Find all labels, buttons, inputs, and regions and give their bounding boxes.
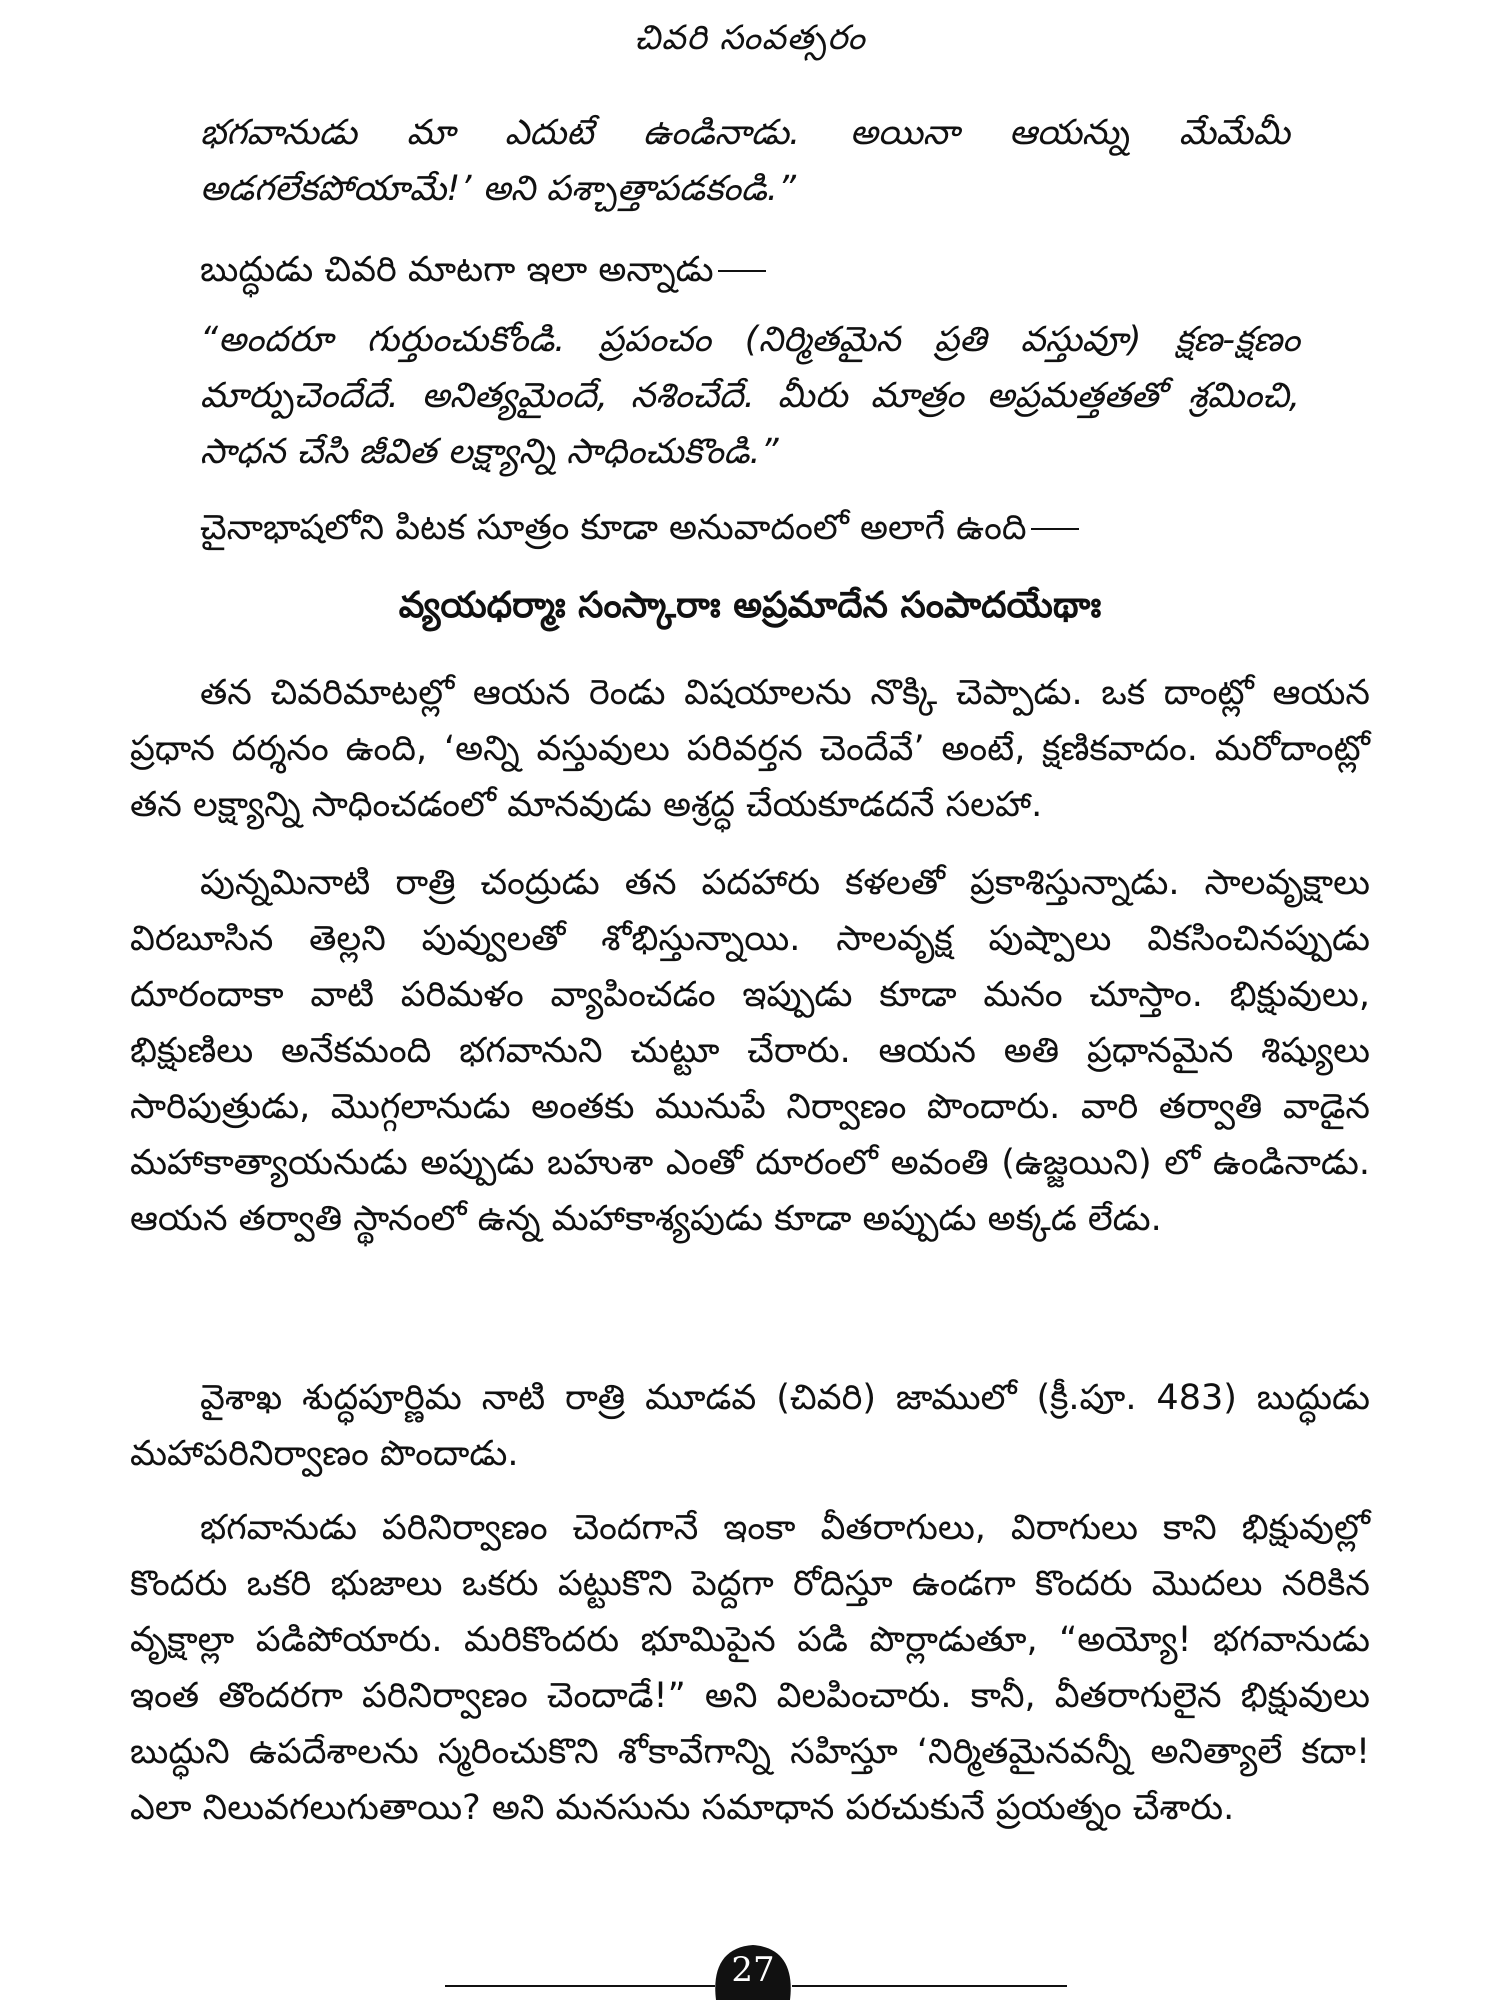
intro-text: బుద్ధుడు చివరి మాటగా ఇలా అన్నాడు: [200, 250, 714, 290]
paragraph-vaisakha: వైశాఖ శుద్ధపూర్ణిమ నాటి రాత్రి మూడవ (చివరి) జాములో (క్రీ.పూ. 483) బుద్ధుడు మహాపరినిర్వాణం పొందాడు.: [130, 1378, 1370, 1474]
paragraph-quote-end: భగవానుడు మా ఎదుటే ఉండినాడు. అయినా ఆయన్ను మేమేమీ అడగలేకపోయామే!’ అని పశ్చాత్తాపడకండి.”: [200, 113, 1290, 209]
em-dash-line: [1031, 528, 1079, 530]
paragraph-chinese-pitaka: [200, 500, 1300, 556]
page-number: 27: [731, 1950, 775, 1990]
paragraph-last-words-quote: “అందరూ గుర్తుంచుకోండి. ప్రపంచం (నిర్మితమైన ప్రతి వస్తువూ) క్షణ-క్షణం మార్పుచెందేదే. అనిత్యమైందే, నశించేదే. మీరు మాత్రం అప్రమత్తతతో శ్రమించి, సాధన చేసి జీవిత లక్ష్యాన్ని సాధించుకొండి.”: [200, 320, 1300, 472]
footer-rule-left: [445, 1985, 715, 1987]
chinese-pitaka-text: చైనాభాషలోని పిటక సూత్రం కూడా అనువాదంలో అలాగే ఉంది: [200, 508, 1027, 548]
em-dash-line: [718, 270, 766, 272]
footer-rule-right: [792, 1985, 1067, 1987]
sanskrit-sloka: వ్యయధర్మాః సంస్కారాః అప్రమాదేన సంపాదయేథాః: [398, 585, 1102, 626]
paragraph-parinirvana-grief: భగవానుడు పరినిర్వాణం చెందగానే ఇంకా వీతరాగులు, విరాగులు కాని భిక్షువుల్లో కొందరు ఒకరి భుజాలు ఒకరు పట్టుకొని పెద్దగా రోదిస్తూ ఉండగా కొందరు మొదలు నరికిన వృక్షాల్లా పడిపోయారు. మరికొందరు భూమిపైన పడి పొర్లాడుతూ, “అయ్యో! భగవానుడు ఇంత తొందరగా పరినిర్వాణం చెందాడే!” అని విలపించారు. కానీ, వీతరాగులైన భిక్షువులు బుద్ధుని ఉపదేశాలను స్మరించుకొని శోకావేగాన్ని సహిస్తూ ‘నిర్మితమైనవన్నీ అనిత్యాలే కదా! ఎలా నిలువగలుగుతాయి? అని మనసును సమాధాన పరచుకునే ప్రయత్నం చేశారు.: [130, 1508, 1370, 1828]
paragraph-full-moon-night: పున్నమినాటి రాత్రి చంద్రుడు తన పదహారు కళలతో ప్రకాశిస్తున్నాడు. సాలవృక్షాలు విరబూసిన తెల్లని పువ్వులతో శోభిస్తున్నాయి. సాలవృక్ష పుష్పాలు వికసించినప్పుడు దూరందాకా వాటి పరిమళం వ్యాపించడం ఇప్పుడు కూడా మనం చూస్తాం. భిక్షువులు, భిక్షుణిలు అనేకమంది భగవానుని చుట్టూ చేరారు. ఆయన అతి ప్రధానమైన శిష్యులు సారిపుత్రుడు, మొగ్గలానుడు అంతకు మునుపే నిర్వాణం పొందారు. వారి తర్వాతి వాడైన మహాకాత్యాయనుడు అప్పుడు బహుశా ఎంతో దూరంలో అవంతి (ఉజ్జయిని) లో ఉండినాడు. ఆయన తర్వాతి స్థానంలో ఉన్న మహాకాశ్యపుడు కూడా అప్పుడు అక్కడ లేడు.: [130, 863, 1370, 1239]
running-header: చివరి సంవత్సరం: [634, 18, 866, 58]
paragraph-two-teachings: తన చివరిమాటల్లో ఆయన రెండు విషయాలను నొక్కి చెప్పాడు. ఒక దాంట్లో ఆయన ప్రధాన దర్శనం ఉంది, ‘అన్ని వస్తువులు పరివర్తన చెందేవే’ అంటే, క్షణికవాదం. మరోదాంట్లో తన లక్ష్యాన్ని సాధించడంలో మానవుడు అశ్రద్ధ చేయకూడదనే సలహా.: [130, 673, 1370, 825]
paragraph-buddha-last-words-intro: [200, 242, 1300, 298]
